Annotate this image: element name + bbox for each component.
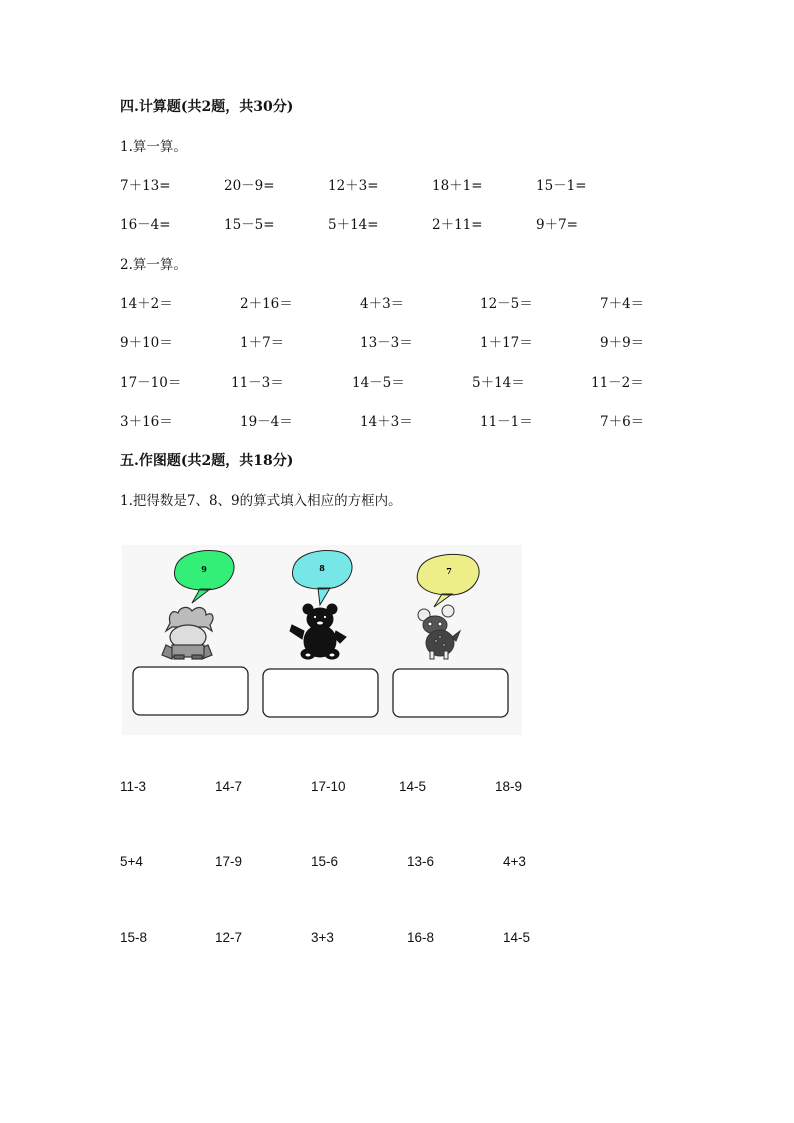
calc-item: 14＋2＝: [120, 296, 173, 312]
calc-item: 7＋4＝: [600, 296, 645, 312]
expression-item: 18-9: [495, 779, 523, 794]
calc-item: 3＋16＝: [120, 414, 173, 430]
question-4-1-prompt: 1.算一算。: [120, 139, 187, 155]
calc-item: 11－3＝: [231, 375, 284, 391]
calc-item: 2＋11=: [432, 217, 483, 233]
calc-item: 16－4=: [120, 217, 171, 233]
calc-item: 9＋10＝: [120, 335, 173, 351]
calc-item: 1＋17＝: [480, 335, 533, 351]
calc-item: 14＋3＝: [360, 414, 413, 430]
answer-box-8[interactable]: [263, 669, 378, 717]
expression-item: 13-6: [407, 854, 435, 869]
expression-item: 15-6: [311, 854, 339, 869]
calc-row: [0, 414, 794, 430]
calc-item: 20－9=: [224, 178, 275, 194]
animals-figure: [122, 545, 522, 735]
calc-item: 17－10＝: [120, 375, 182, 391]
question-4-2-prompt: 2.算一算。: [120, 257, 187, 273]
question-5-1-prompt: 1.把得数是7、8、9的算式填入相应的方框内。: [120, 493, 402, 509]
expression-item: 12-7: [215, 930, 243, 945]
calc-item: 15－5=: [224, 217, 275, 233]
calc-item: 11－2＝: [591, 375, 644, 391]
calc-item: 12＋3=: [328, 178, 379, 194]
calc-item: 9＋7=: [536, 217, 578, 233]
expression-item: 4+3: [503, 854, 526, 869]
calc-item: 7＋13=: [120, 178, 171, 194]
calc-item: 19－4＝: [240, 414, 293, 430]
expression-item: 11-3: [120, 779, 147, 794]
bubble-number: 8: [319, 563, 325, 573]
expression-item: 16-8: [407, 930, 435, 945]
bubble-number: 7: [446, 566, 452, 576]
section-4-heading: 四.计算题(共2题，共30分): [120, 99, 294, 115]
expression-item: 14-5: [503, 930, 531, 945]
answer-box-7[interactable]: [393, 669, 508, 717]
calc-item: 7＋6＝: [600, 414, 645, 430]
expression-item: 17-10: [311, 779, 346, 794]
bubble-number: 9: [201, 564, 207, 574]
calc-item: 9＋9＝: [600, 335, 645, 351]
calc-item: 11－1＝: [480, 414, 533, 430]
calc-item: 5＋14=: [328, 217, 379, 233]
calc-row: [0, 178, 794, 194]
calc-item: 5＋14＝: [472, 375, 525, 391]
calc-item: 4＋3＝: [360, 296, 405, 312]
section-5-heading: 五.作图题(共2题，共18分): [120, 453, 294, 469]
expression-item: 14-5: [399, 779, 427, 794]
calc-row: [0, 296, 794, 312]
calc-row: [0, 217, 794, 233]
expression-item: 17-9: [215, 854, 243, 869]
calc-item: 15－1=: [536, 178, 587, 194]
calc-item: 2＋16＝: [240, 296, 293, 312]
expression-item: 3+3: [311, 930, 334, 945]
answer-box-9[interactable]: [133, 667, 248, 715]
expression-row: [0, 779, 794, 795]
calc-row: [0, 375, 794, 391]
calc-item: 13－3＝: [360, 335, 413, 351]
calc-item: 18＋1=: [432, 178, 483, 194]
calc-item: 1＋7＝: [240, 335, 285, 351]
expression-item: 14-7: [215, 779, 243, 794]
calc-item: 12－5＝: [480, 296, 533, 312]
expression-row: [0, 854, 794, 870]
expression-item: 5+4: [120, 854, 143, 869]
expression-row: [0, 930, 794, 946]
calc-item: 14－5＝: [352, 375, 405, 391]
calc-row: [0, 335, 794, 351]
expression-item: 15-8: [120, 930, 148, 945]
